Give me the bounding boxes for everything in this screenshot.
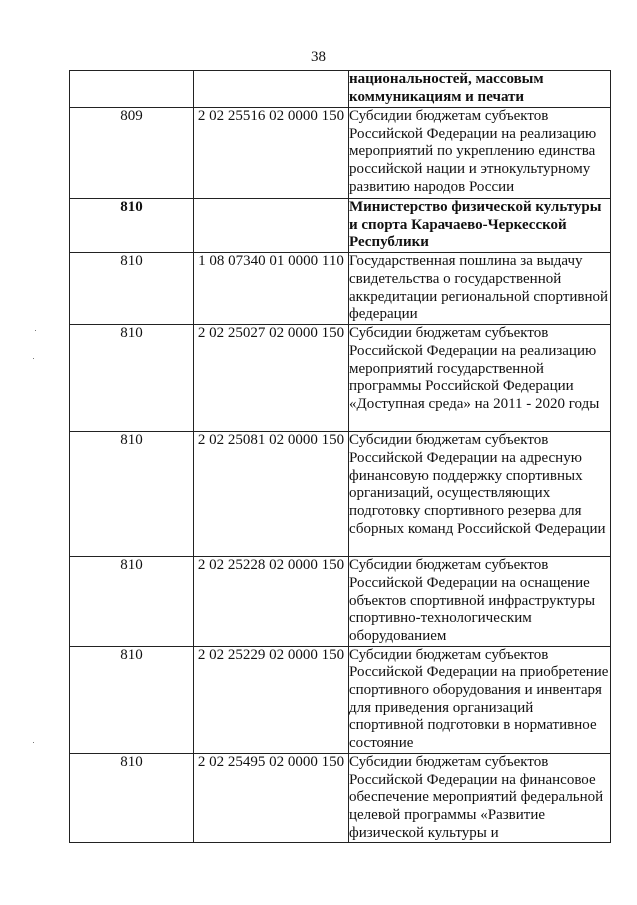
description-cell: Министерство физической культуры и спорта Карачаево-Черкесской Республики bbox=[349, 199, 611, 253]
table-row bbox=[70, 71, 611, 108]
scan-speck bbox=[33, 742, 34, 743]
table-row bbox=[70, 753, 611, 843]
table-row bbox=[70, 432, 611, 557]
scan-speck bbox=[33, 358, 34, 359]
budget-code-cell: 2 02 25516 02 0000 150 bbox=[194, 108, 349, 199]
budget-code-cell bbox=[194, 71, 349, 108]
description-cell: Субсидии бюджетам субъектов Российской Федерации на адресную финансовую поддержку спортивных организаций, осуществляющих подготовку спортивного резерва для сборных команд Российской Федерации bbox=[349, 432, 611, 557]
budget-code-cell: 2 02 25027 02 0000 150 bbox=[194, 325, 349, 432]
admin-code-cell: 810 bbox=[70, 253, 194, 325]
description-cell: Субсидии бюджетам субъектов Российской Федерации на реализацию мероприятий государственной программы Российской Федерации «Доступная среда» на 2011 - 2020 годы bbox=[349, 325, 611, 432]
admin-code-cell: 810 bbox=[70, 753, 194, 843]
budget-classification-table bbox=[69, 70, 611, 843]
table-row bbox=[70, 557, 611, 647]
admin-code-cell: 810 bbox=[70, 646, 194, 753]
table-row bbox=[70, 325, 611, 432]
admin-code-cell: 810 bbox=[70, 557, 194, 647]
budget-code-cell: 2 02 25081 02 0000 150 bbox=[194, 432, 349, 557]
description-cell: Субсидии бюджетам субъектов Российской Федерации на приобретение спортивного оборудования и инвентаря для приведения организаций спортивной подготовки в нормативное состояние bbox=[349, 646, 611, 753]
budget-code-cell bbox=[194, 199, 349, 253]
table-body bbox=[70, 71, 611, 843]
description-cell: Государственная пошлина за выдачу свидетельства о государственной аккредитации региональной спортивной федерации bbox=[349, 253, 611, 325]
table-row bbox=[70, 108, 611, 199]
table-row bbox=[70, 646, 611, 753]
budget-code-cell: 2 02 25495 02 0000 150 bbox=[194, 753, 349, 843]
page-number: 38 bbox=[311, 49, 326, 65]
admin-code-cell: 810 bbox=[70, 199, 194, 253]
description-cell: Субсидии бюджетам субъектов Российской Федерации на финансовое обеспечение мероприятий федеральной целевой программы «Развитие физической культуры и bbox=[349, 753, 611, 843]
description-cell: национальностей, массовым коммуникациям и печати bbox=[349, 71, 611, 108]
table-row bbox=[70, 253, 611, 325]
table-row bbox=[70, 199, 611, 253]
admin-code-cell: 809 bbox=[70, 108, 194, 199]
description-cell: Субсидии бюджетам субъектов Российской Федерации на реализацию мероприятий по укреплению единства российской нации и этнокультурному развитию народов России bbox=[349, 108, 611, 199]
admin-code-cell: 810 bbox=[70, 432, 194, 557]
scan-speck bbox=[35, 330, 36, 331]
budget-code-cell: 1 08 07340 01 0000 110 bbox=[194, 253, 349, 325]
description-cell: Субсидии бюджетам субъектов Российской Федерации на оснащение объектов спортивной инфраструктуры спортивно-технологическим оборудованием bbox=[349, 557, 611, 647]
budget-code-cell: 2 02 25228 02 0000 150 bbox=[194, 557, 349, 647]
admin-code-cell bbox=[70, 71, 194, 108]
admin-code-cell: 810 bbox=[70, 325, 194, 432]
budget-code-cell: 2 02 25229 02 0000 150 bbox=[194, 646, 349, 753]
